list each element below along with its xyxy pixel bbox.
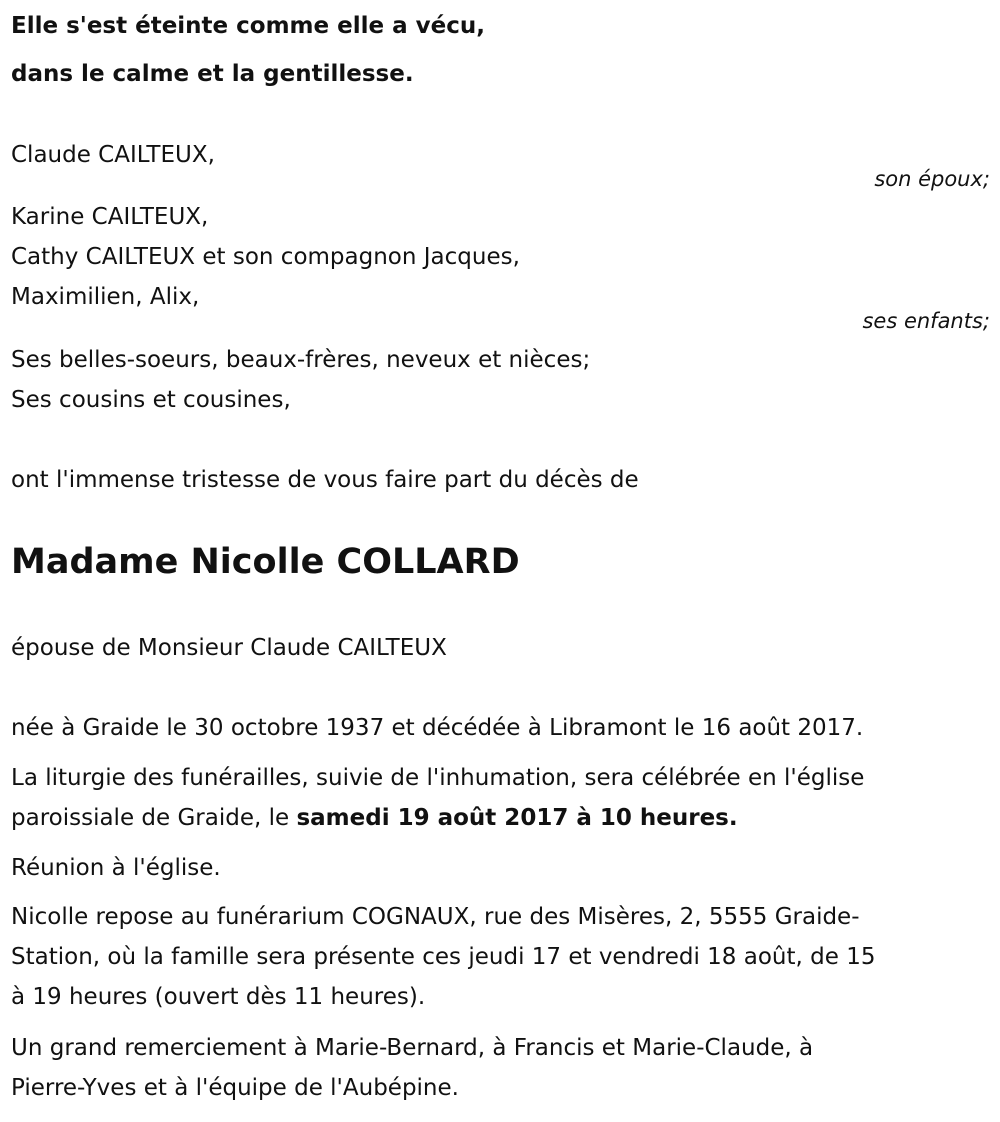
thanks-line: Un grand remerciement à Marie-Bernard, à Francis et Marie-Claude, à [11, 1035, 814, 1061]
funeral-line-1: La liturgie des funérailles, suivie de l'inhumation, sera célébrée en l'église [11, 765, 865, 791]
child-line: Cathy CAILTEUX et son compagnon Jacques, [11, 244, 520, 270]
thanks-line: Pierre-Yves et à l'équipe de l'Aubépine. [11, 1075, 459, 1101]
children-role: ses enfants; [862, 309, 990, 333]
spouse-name: Claude CAILTEUX, [11, 142, 215, 168]
relatives-line: Ses belles-soeurs, beaux-frères, neveux et nièces; [11, 347, 591, 373]
spouse-role: son époux; [874, 167, 990, 191]
funeral-line-2-prefix: paroissiale de Graide, le [11, 805, 297, 831]
opening-line-1: Elle s'est éteinte comme elle a vécu, [11, 13, 485, 39]
visitation-line: à 19 heures (ouvert dès 11 heures). [11, 984, 426, 1010]
opening-line-2: dans le calme et la gentillesse. [11, 61, 414, 87]
birth-death-text: née à Graide le 30 octobre 1937 et décédée à Libramont le 16 août 2017. [11, 715, 864, 741]
child-line: Karine CAILTEUX, [11, 204, 209, 230]
announcement-text: ont l'immense tristesse de vous faire part du décès de [11, 467, 639, 493]
funeral-date-time: samedi 19 août 2017 à 10 heures. [296, 805, 738, 831]
visitation-line: Nicolle repose au funérarium COGNAUX, rue des Misères, 2, 5555 Graide- [11, 904, 860, 930]
visitation-line: Station, où la famille sera présente ces jeudi 17 et vendredi 18 août, de 15 [11, 944, 876, 970]
relatives-line: Ses cousins et cousines, [11, 387, 291, 413]
funeral-line-2 [11, 798, 738, 838]
deceased-name: Madame Nicolle COLLARD [11, 542, 520, 582]
child-line: Maximilien, Alix, [11, 284, 200, 310]
meeting-text: Réunion à l'église. [11, 855, 221, 881]
spouse-of-text: épouse de Monsieur Claude CAILTEUX [11, 635, 447, 661]
